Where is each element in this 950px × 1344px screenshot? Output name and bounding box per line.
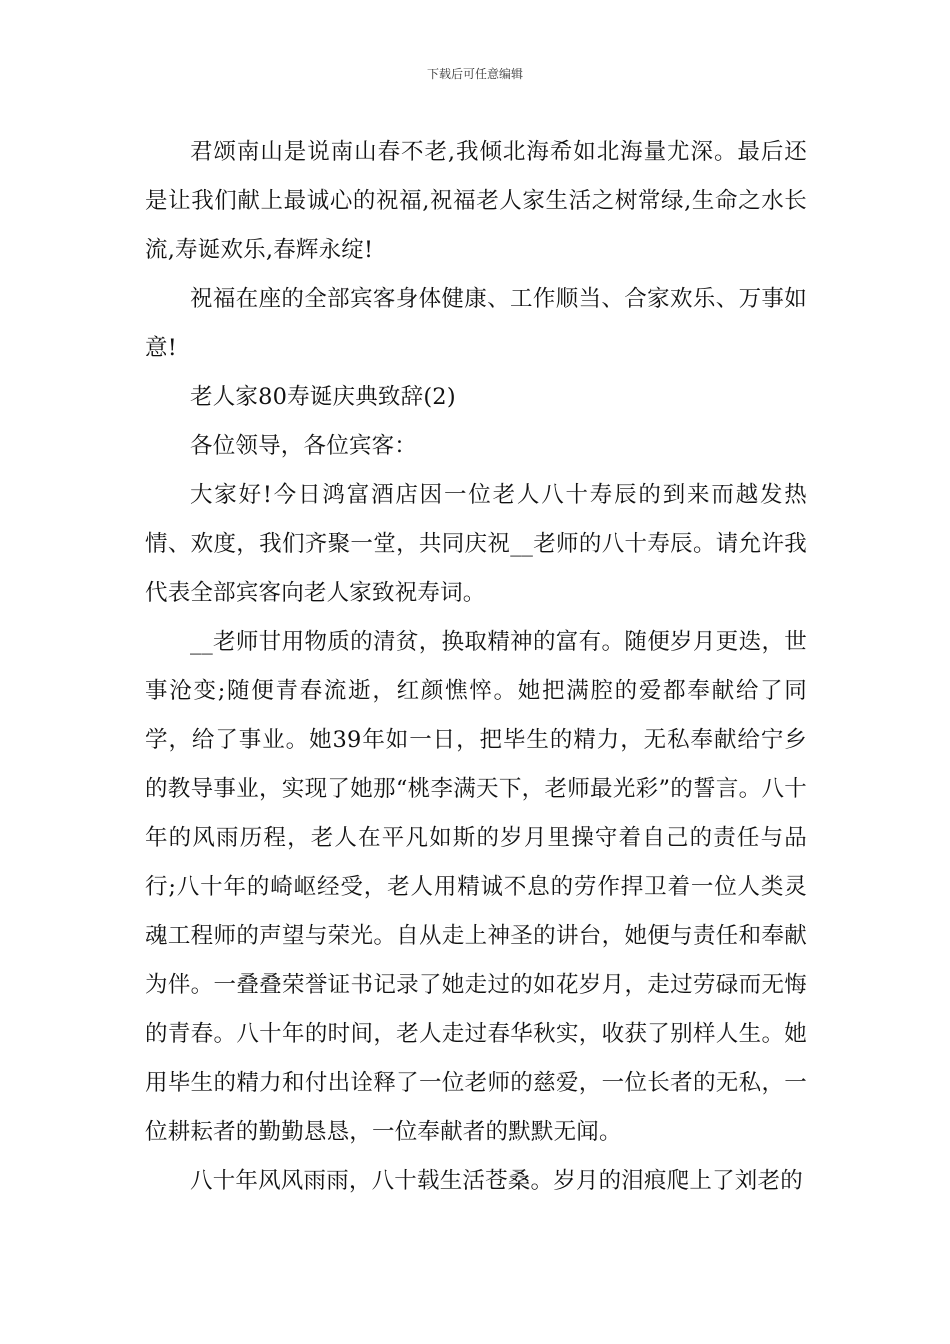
paragraph-years: 八十年风风雨雨，八十载生活苍桑。岁月的泪痕爬上了刘老的	[190, 1168, 803, 1194]
paragraph-greeting: 大家好!今日鸿富酒店因一位老人八十寿辰的到来而越发热情、欢度，我们齐聚一堂，共同庆祝__老师的八十寿辰。请允许我代表全部宾客向老人家致祝寿词。	[145, 482, 807, 606]
paragraph-closing-wish: 君颂南山是说南山春不老,我倾北海希如北海量尤深。最后还是让我们献上最诚心的祝福,祝福老人家生活之树常绿,生命之水长流,寿诞欢乐,春辉永绽!	[145, 139, 807, 263]
header-note: 下载后可任意编辑	[426, 67, 523, 81]
section-title: 老人家80寿诞庆典致辞(2)	[190, 384, 456, 410]
salutation: 各位领导，各位宾客：	[190, 433, 418, 459]
paragraph-guest-wish: 祝福在座的全部宾客身体健康、工作顺当、合家欢乐、万事如意!	[145, 286, 807, 361]
paragraph-tribute: __老师甘用物质的清贫，换取精神的富有。随便岁月更迭，世事沧变;随便青春流逝，红颜憔悴。她把满腔的爱都奉献给了同学，给了事业。她39年如一日，把毕生的精力，无私奉献给宁乡的教导事业，实现了她那“桃李满天下，老师最光彩”的誓言。八十年的风雨历程，老人在平凡如斯的岁月里操守着自己的责任与品行;八十年的崎岖经受，老人用精诚不息的劳作捍卫着一位人类灵魂工程师的声望与荣光。自从走上神圣的讲台，她便与责任和奉献为伴。一叠叠荣誉证书记录了她走过的如花岁月，走过劳碌而无悔的青春。八十年的时间，老人走过春华秋实，收获了别样人生。她用毕生的精力和付出诠释了一位老师的慈爱，一位长者的无私，一位耕耘者的勤勤恳恳，一位奉献者的默默无闻。	[145, 629, 807, 1145]
document-body	[145, 128, 807, 1206]
